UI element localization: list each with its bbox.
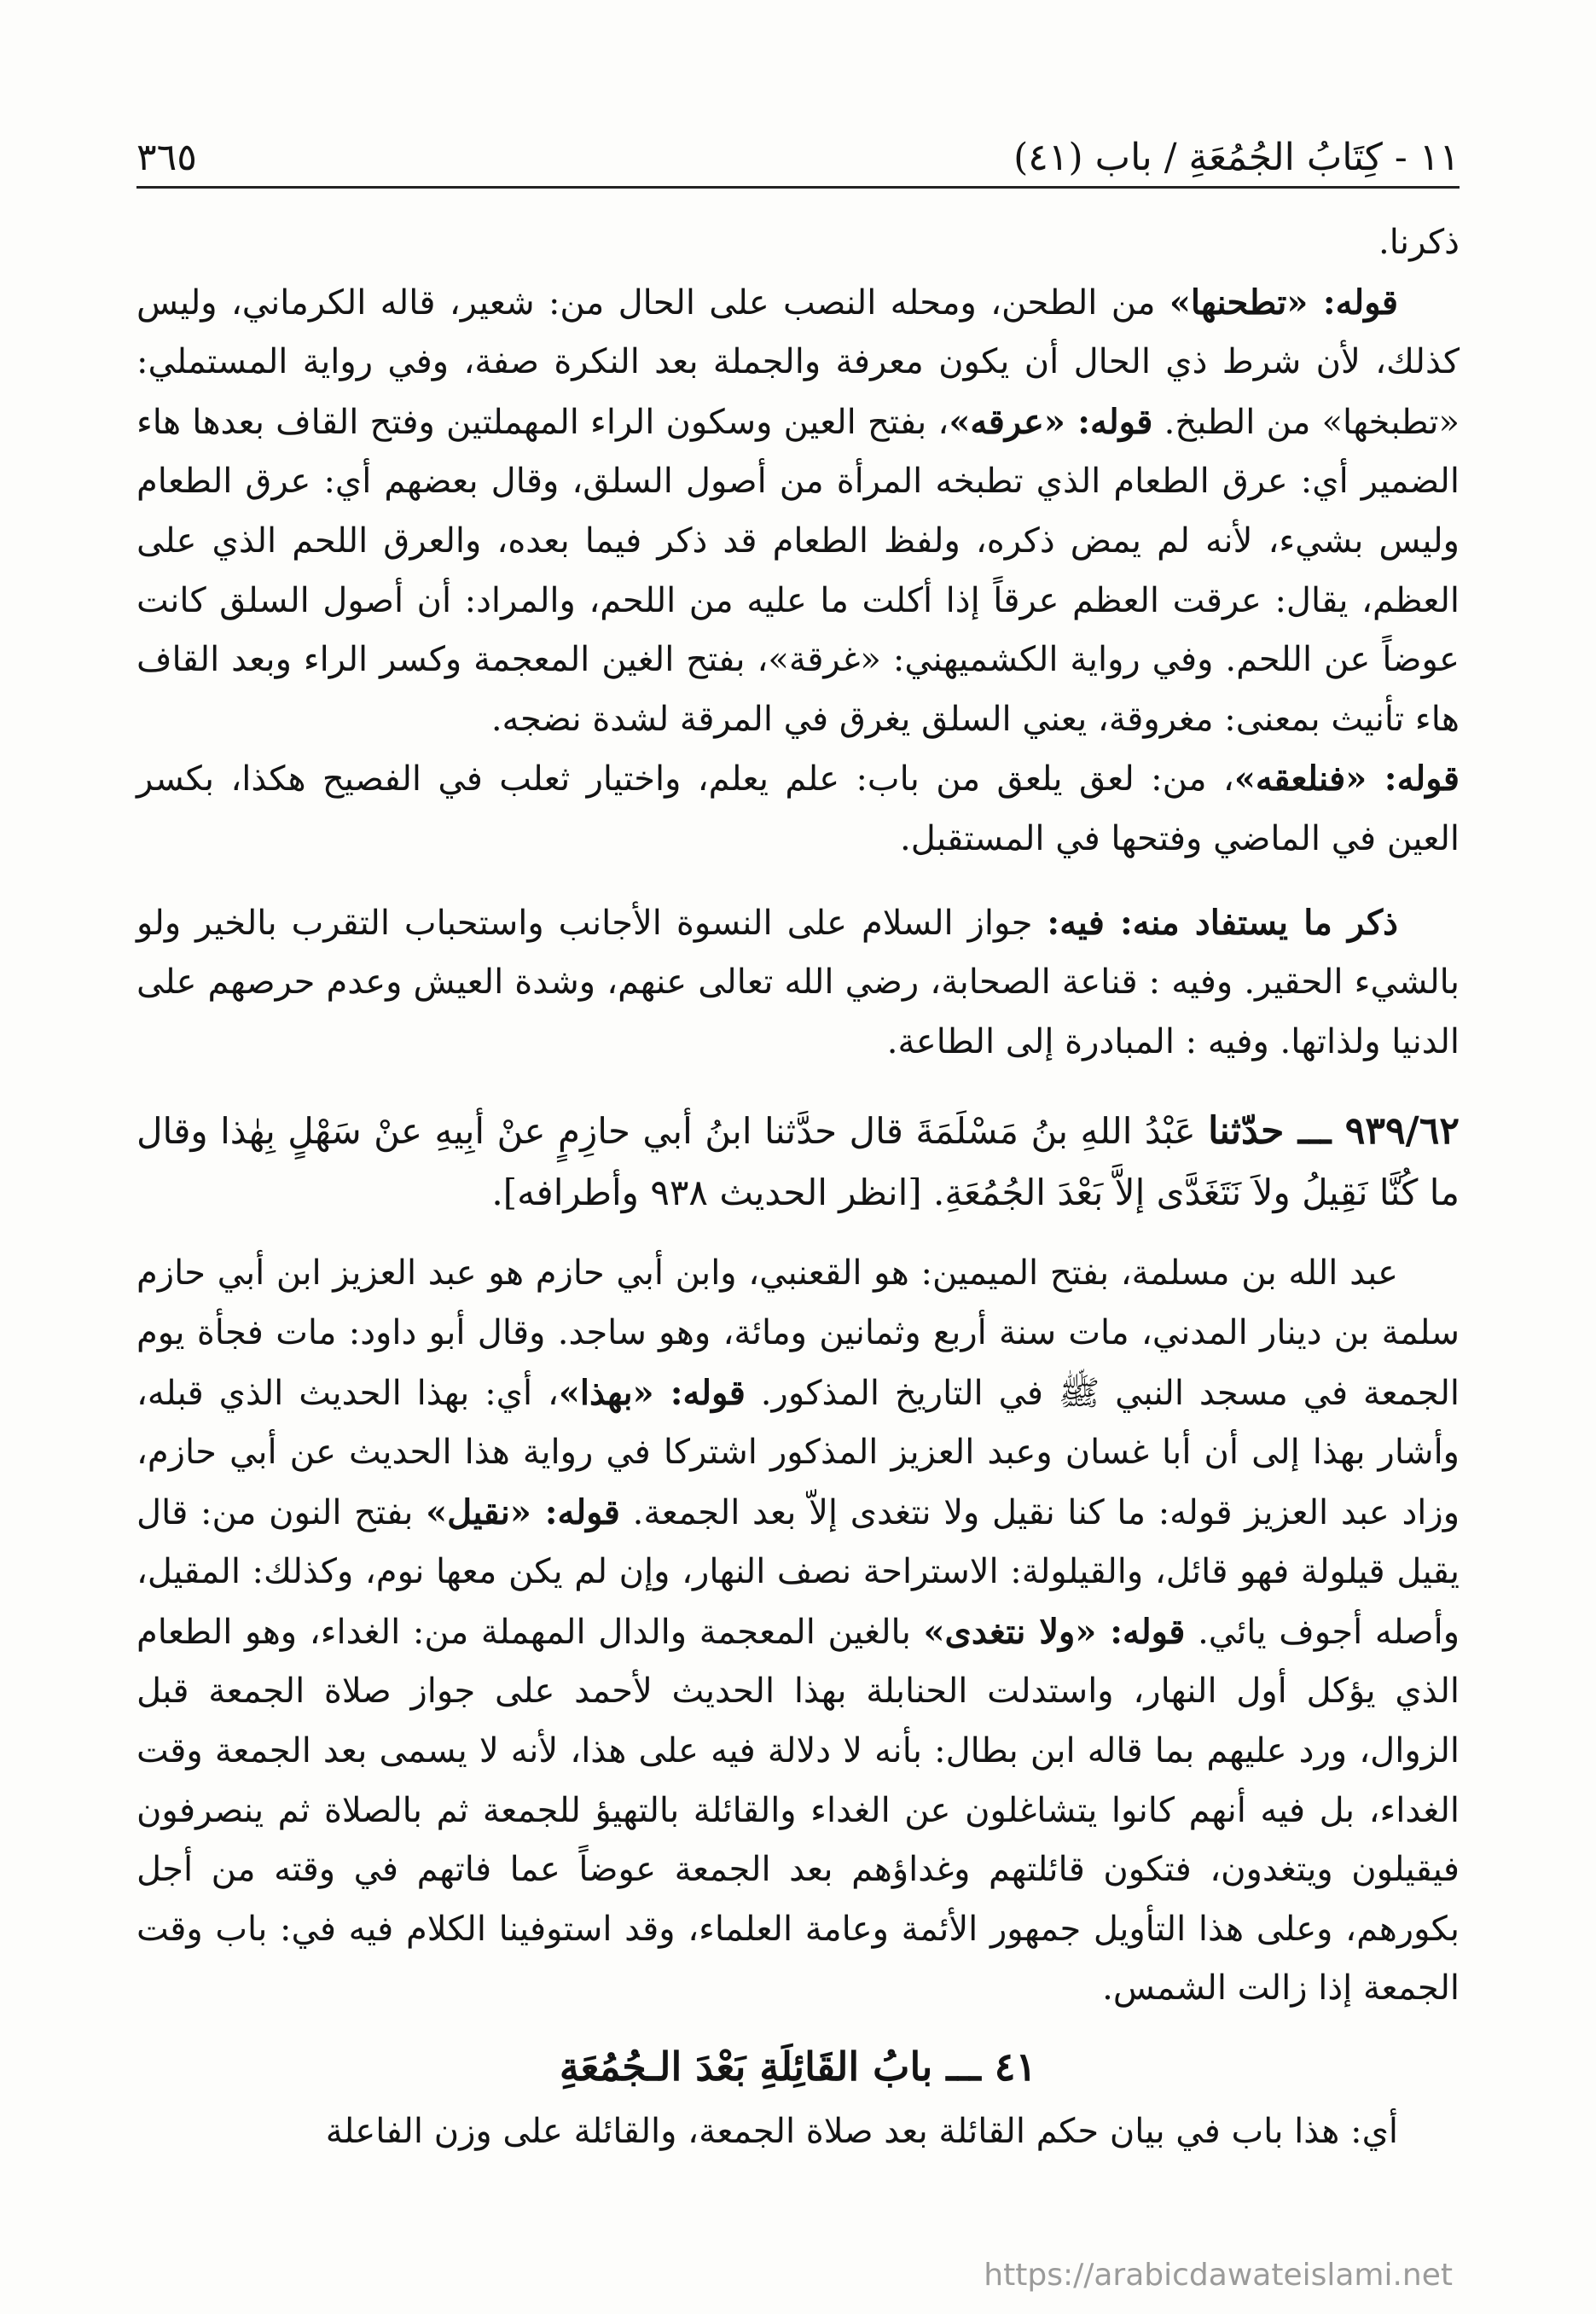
keyword: قوله: «نقيل» bbox=[426, 1491, 620, 1532]
text: ، أي: بهذا الحديث الذي قبله، وأشار بهذا إلى أن أبا غسان وعبد العزيز المذكور اشتركا في رواية هذا الحديث عن أبي حازم، وزاد عبد العزيز قوله: ما كنا نقيل ولا نتغدى إلاّ بعد الجمعة. bbox=[136, 1373, 1460, 1532]
hadith-number: ٩٣٩/٦٢ ـــ حدّثنا bbox=[1208, 1109, 1460, 1154]
text: ، من: لعق يلعق من باب: علم يعلم، واختيار ثعلب في الفصيح هكذا، بكسر العين في الماضي وفتحها في المستقبل. bbox=[136, 759, 1460, 858]
text: من الطحن، ومحله النصب على الحال من: شعير، قاله الكرماني، وليس كذلك، لأن شرط ذي الحال أن يكون معرفة والجملة بعد النكرة صفة، وفي رواية المستملي: «تطبخها» من الطبخ. bbox=[136, 282, 1460, 442]
text: ، بفتح العين وسكون الراء المهملتين وفتح القاف بعدها هاء الضمير أي: عرق الطعام الذي تطبخه المرأة من أصول السلق، وقال بعضهم أي: عرق الطعام وليس بشيء، لأنه لم يمض ذكره، ولفظ الطعام قد ذكر فيما بعده، والعرق اللحم الذي على العظم، يقال: عرقت العظم عرقاً إذا أكلت ما عليه من اللحم، والمراد: أن أصول السلق كانت عوضاً عن اللحم. وفي رواية الكشميهني: «غرقة»، بفتح الغين المعجمة وكسر الراء وبعد القاف هاء تأنيث بمعنى: مغروقة، يعني السلق يغرق في المرقة لشدة نضجه. bbox=[136, 402, 1460, 739]
paragraph bbox=[136, 1244, 1460, 2019]
header-rule bbox=[136, 186, 1460, 189]
text: عبد الله بن مسلمة، بفتح الميمين: هو القعنبي، وابن أبي حازم هو عبد العزيز ابن أبي حازم سلمة بن دينار المدني، مات سنة أربع وثمانين ومائة، وهو ساجد. وقال أبو داود: مات فجأة يوم الجمعة في مسجد النبي ﷺ في التاريخ المذكور. bbox=[136, 1253, 1460, 1413]
paragraph bbox=[136, 273, 1460, 750]
keyword: قوله: «ولا نتغدى» bbox=[923, 1611, 1186, 1652]
text: أي: هذا باب في بيان حكم القائلة بعد صلاة الجمعة، والقائلة على وزن الفاعلة bbox=[325, 2111, 1398, 2151]
watermark-url: https://arabicdawateislami.net bbox=[984, 2258, 1453, 2293]
page-header bbox=[136, 119, 1460, 179]
text: بالغين المعجمة والدال المهملة من: الغداء، وهو الطعام الذي يؤكل أول النهار، واستدلت الحنابلة بهذا الحديث لأحمد على جواز صلاة الجمعة قبل الزوال، ورد عليهم بما قاله ابن بطال: بأنه لا دلالة فيه على هذا، لأنه لا يسمى بعد الجمعة وقت الغداء، بل فيه أنهم كانوا يتشاغلون عن الغداء والقائلة بالتهيؤ للجمعة ثم بالصلاة ثم ينصرفون فيقيلون ويتغدون، فتكون قائلتهم وغداؤهم بعد الجمعة عوضاً عما فاتهم في وقته من أجل بكورهم، وعلى هذا التأويل جمهور الأئمة وعامة العلماء، وقد استوفينا الكلام فيه في: باب وقت الجمعة إذا زالت الشمس. bbox=[136, 1612, 1460, 2009]
hadith-text bbox=[136, 1101, 1460, 1224]
keyword: قوله: «تطحنها» bbox=[1169, 282, 1398, 323]
keyword: قوله: «عرقه» bbox=[949, 401, 1153, 442]
chapter-title: ١١ - كِتَابُ الجُمُعَةِ / باب (٤١) bbox=[1013, 136, 1460, 179]
keyword: قوله: «فنلعقه» bbox=[1233, 759, 1460, 799]
main-text bbox=[136, 213, 1460, 2161]
paragraph bbox=[136, 2102, 1460, 2162]
paragraph bbox=[136, 893, 1460, 1073]
text: بفتح النون من: قال يقيل قيلولة فهو قائل، والقيلولة: الاستراحة نصف النهار، وإن لم يكن معها نوم، وكذلك: المقيل، وأصله أجوف يائي. bbox=[136, 1492, 1460, 1652]
paragraph bbox=[136, 213, 1460, 273]
text: عَبْدُ اللهِ بنُ مَسْلَمَةَ قال حدَّثنا ابنُ أبي حازِمٍ عنْ أبِيهِ عنْ سَهْلٍ بِهٰذا وقال ما كُنَّا نَقِيلُ ولاَ نَتَغَدَّى إلاَّ بَعْدَ الجُمُعَةِ. [انظر الحديث ٩٣٨ وأطرافه]. bbox=[136, 1110, 1460, 1214]
section-title: ٤١ ـــ بابُ القَائِلَةِ بَعْدَ الـجُمُعَةِ bbox=[559, 2044, 1037, 2090]
page-number: ٣٦٥ bbox=[136, 136, 197, 179]
text: جواز السلام على النسوة الأجانب واستحباب التقرب بالخير ولو بالشيء الحقير. وفيه : قناعة الصحابة، رضي الله تعالى عنهم، وشدة العيش وعدم حرصهم على الدنيا ولذاتها. وفيه : المبادرة إلى الطاعة. bbox=[136, 903, 1460, 1061]
keyword: قوله: «بهذا» bbox=[558, 1372, 746, 1413]
paragraph bbox=[136, 749, 1460, 869]
keyword: ذكر ما يستفاد منه: فيه: bbox=[1047, 902, 1398, 943]
text: ذكرنا. bbox=[1378, 223, 1460, 262]
